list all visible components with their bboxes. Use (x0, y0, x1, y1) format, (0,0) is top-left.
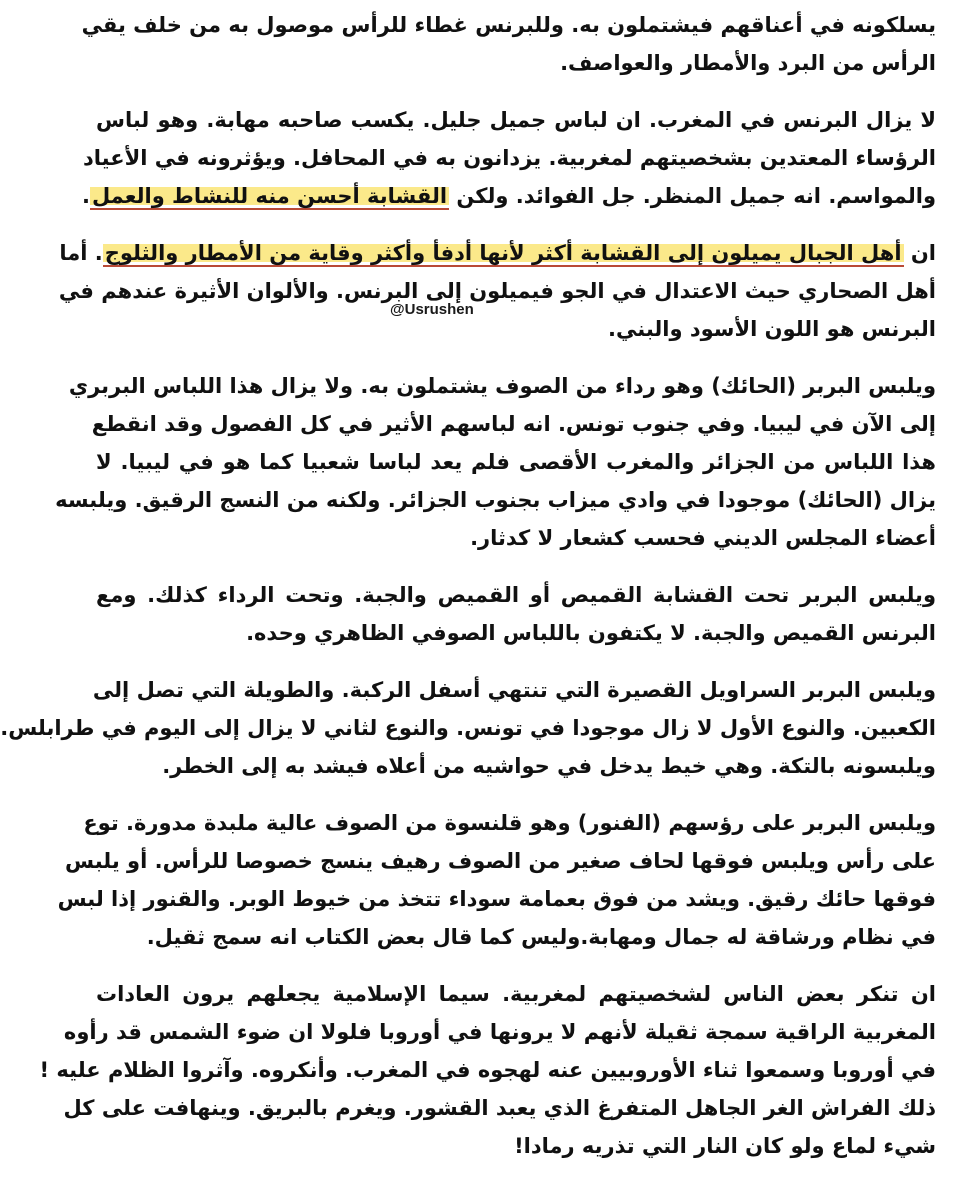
text-line: على رأس ويلبس فوقها لحاف صغير من الصوف رهيف ينسج خصوصا للرأس. أو يلبس (65, 849, 936, 873)
highlighted-text: أهل الجبال يميلون إلى القشابة أكثر لأنها أدفأ وأكثر وقاية من الأمطار والثلوج (104, 241, 902, 265)
text-line: المغربية الراقية سمجة ثقيلة لأنهم لا يرونها في أوروبا فلولا ان ضوء الشمس قد رأوه (63, 1020, 936, 1044)
text-line: شيء لماع ولو كان النار التي تذريه رمادا! (514, 1134, 936, 1158)
paragraph-3 (58, 234, 936, 348)
text-line: هذا اللباس من الجزائر والمغرب الأقصى فلم يعد لباسا شعبيا كما هو في ليبيا. لا (96, 450, 936, 474)
text-line: أهل الصحاري حيث الاعتدال في الجو فيميلون إلى البرنس. والألوان الأثيرة عندهم في (58, 279, 936, 303)
text-line: فوقها حائك رقيق. ويشد من فوق بعمامة سوداء تتخذ من خيوط الوبر. والقنور إذا لبس (57, 887, 936, 911)
book-page (0, 6, 936, 1165)
text-line: الرأس من البرد والأمطار والعواصف. (560, 51, 936, 75)
text-line: في أوروبا وسمعوا ثناء الأوروبيين عنه لهجوه في المغرب. وأنكروه. وآثروا الظلام عليه ! (39, 1058, 936, 1082)
text-line: أعضاء المجلس الديني فحسب كشعار لا كدثار. (470, 526, 936, 550)
text-line: البرنس هو اللون الأسود والبني. (608, 317, 936, 341)
text-run: . أما (59, 241, 103, 265)
text-line: يسلكونه في أعناقهم فيشتملون به. وللبرنس غطاء للرأس موصول به من خلف يقي (81, 13, 936, 37)
text-line: ويلبس البربر تحت القشابة القميص أو القميص والجبة. وتحت الرداء كذلك. ومع (96, 583, 936, 607)
paragraph-6 (0, 671, 936, 785)
text-run: . (81, 184, 90, 208)
paragraph-5 (96, 576, 936, 652)
text-line: إلى الآن في ليبيا. وفي جنوب تونس. انه لباسهم الأثير في كل الفصول وقد انقطع (91, 412, 936, 436)
paragraph-8 (39, 975, 936, 1165)
text-line: ذلك الفراش الغر الجاهل المتفرغ الذي يعبد القشور. ويغرم بالبريق. وينهافت على كل (63, 1096, 936, 1120)
paragraph-1 (81, 6, 936, 82)
text-line: ان تنكر بعض الناس لشخصيتهم لمغربية. سيما الإسلامية يجعلهم يرون العادات (96, 982, 936, 1006)
text-line: ويلبس البربر على رؤسهم (الفنور) وهو قلنسوة من الصوف عالية ملبدة مدورة. توع (83, 811, 936, 835)
paragraph-4 (55, 367, 936, 557)
text-line (81, 177, 936, 215)
text-line: ويلبسونه بالتكة. وهي خيط يدخل في حواشيه من أعلاه فيشد به إلى الخطر. (162, 754, 936, 778)
text-line: لا يزال البرنس في المغرب. ان لباس جميل جليل. يكسب صاحبه مهابة. وهو لباس (96, 108, 936, 132)
text-run: والمواسم. انه جميل المنظر. جل الفوائد. ولكن (449, 184, 936, 208)
text-line: الرؤساء المعتدين بشخصيتهم لمغربية. يزدانون به في المحافل. ويؤثرونه في الأعياد (82, 146, 936, 170)
text-line: ويلبس البربر (الحائك) وهو رداء من الصوف يشتملون به. ولا يزال هذا اللباس البربري (68, 374, 936, 398)
text-line: الكعبين. والنوع الأول لا زال موجودا في تونس. والنوع لثاني لا يزال إلى اليوم في طرابلس. (0, 716, 936, 740)
paragraph-7 (57, 804, 936, 956)
text-line (59, 234, 936, 272)
text-line: في نظام ورشاقة له جمال ومهابة.وليس كما قال بعض الكتاب انه سمج ثقيل. (146, 925, 936, 949)
text-line: ويلبس البربر السراويل القصيرة التي تنتهي أسفل الركبة. والطويلة التي تصل إلى (92, 678, 936, 702)
paragraph-2 (81, 101, 936, 215)
highlighted-text: القشابة أحسن منه للنشاط والعمل (91, 184, 448, 208)
watermark-handle: @Usrushen (390, 301, 474, 318)
text-run: ان (903, 241, 936, 265)
text-line: يزال (الحائك) موجودا في وادي ميزاب بجنوب الجزائر. ولكنه من النسج الرقيق. ويلبسه (55, 488, 936, 512)
text-line: البرنس القميص والجبة. لا يكتفون باللباس الصوفي الظاهري وحده. (246, 621, 936, 645)
